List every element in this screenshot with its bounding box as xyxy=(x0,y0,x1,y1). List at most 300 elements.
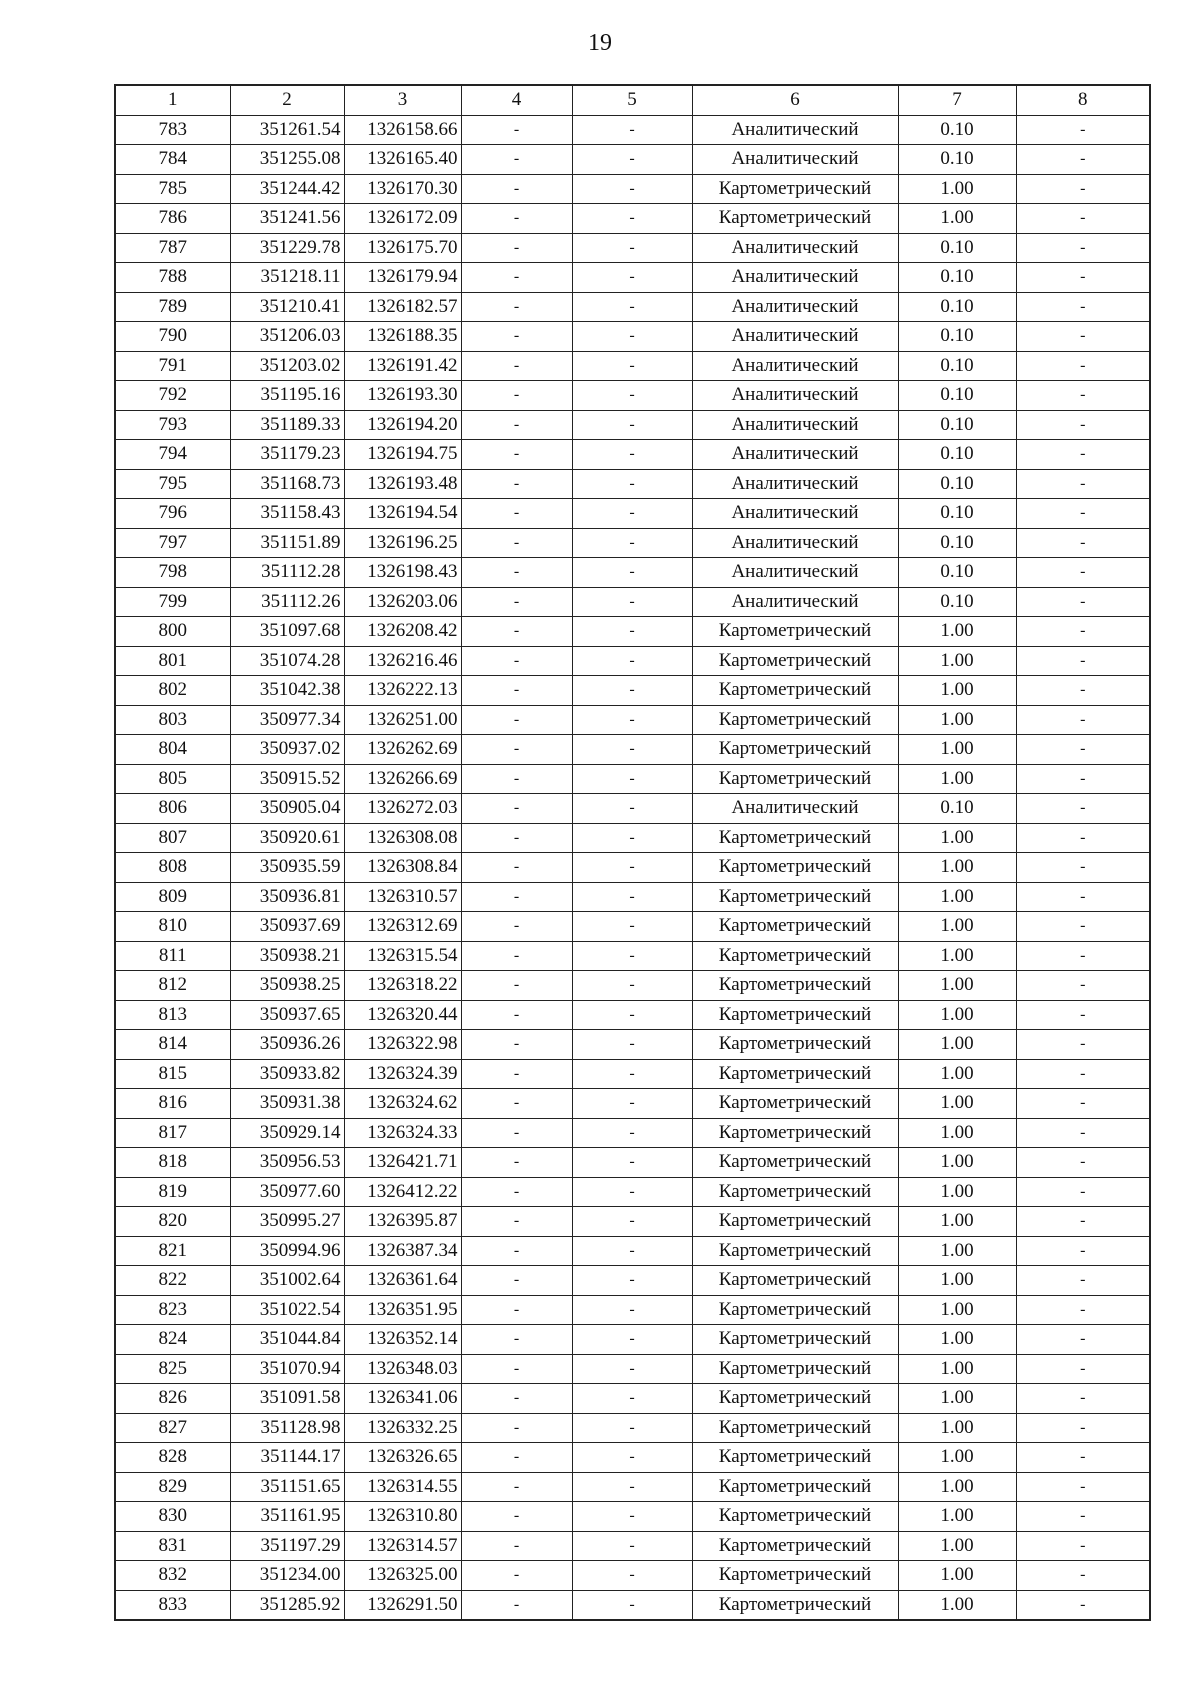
table-cell: - xyxy=(572,1295,692,1325)
table-cell: 1326308.84 xyxy=(344,853,461,883)
table-cell: 351285.92 xyxy=(230,1590,344,1620)
table-cell: Картометрический xyxy=(692,823,898,853)
table-cell: 1.00 xyxy=(898,1177,1016,1207)
table-cell: Картометрический xyxy=(692,1118,898,1148)
table-cell: 1326179.94 xyxy=(344,263,461,293)
table-cell: Аналитический xyxy=(692,292,898,322)
table-cell: Картометрический xyxy=(692,1472,898,1502)
table-cell: - xyxy=(572,1236,692,1266)
table-cell: - xyxy=(572,1000,692,1030)
table-cell: 1326222.13 xyxy=(344,676,461,706)
table-cell: - xyxy=(1016,204,1150,234)
table-cell: 1.00 xyxy=(898,823,1016,853)
table-cell: - xyxy=(572,941,692,971)
coordinates-table xyxy=(114,84,1151,1621)
table-cell: - xyxy=(1016,794,1150,824)
table-cell: - xyxy=(1016,823,1150,853)
table-cell: - xyxy=(461,794,572,824)
table-cell: 788 xyxy=(115,263,230,293)
table-row xyxy=(115,174,1150,204)
table-cell: - xyxy=(1016,1502,1150,1532)
table-row xyxy=(115,292,1150,322)
table-cell: Картометрический xyxy=(692,1384,898,1414)
table-cell: - xyxy=(461,410,572,440)
column-header: 5 xyxy=(572,85,692,115)
table-cell: - xyxy=(1016,1295,1150,1325)
table-cell: 350995.27 xyxy=(230,1207,344,1237)
table-row xyxy=(115,1207,1150,1237)
table-cell: - xyxy=(1016,705,1150,735)
table-cell: Аналитический xyxy=(692,469,898,499)
table-cell: - xyxy=(1016,1413,1150,1443)
table-cell: 351144.17 xyxy=(230,1443,344,1473)
table-row xyxy=(115,1236,1150,1266)
table-row xyxy=(115,735,1150,765)
table-cell: - xyxy=(1016,1236,1150,1266)
table-cell: - xyxy=(461,1502,572,1532)
table-cell: 351151.89 xyxy=(230,528,344,558)
table-cell: Картометрический xyxy=(692,1000,898,1030)
table-row xyxy=(115,1266,1150,1296)
table-cell: 807 xyxy=(115,823,230,853)
table-cell: 786 xyxy=(115,204,230,234)
table-cell: - xyxy=(461,1354,572,1384)
table-cell: 795 xyxy=(115,469,230,499)
table-cell: Картометрический xyxy=(692,735,898,765)
table-cell: Картометрический xyxy=(692,204,898,234)
table-cell: 351241.56 xyxy=(230,204,344,234)
table-cell: 805 xyxy=(115,764,230,794)
table-cell: 809 xyxy=(115,882,230,912)
table-cell: - xyxy=(572,1561,692,1591)
table-cell: - xyxy=(461,587,572,617)
table-cell: 1326198.43 xyxy=(344,558,461,588)
table-cell: 1.00 xyxy=(898,1295,1016,1325)
table-cell: 818 xyxy=(115,1148,230,1178)
table-cell: - xyxy=(461,1030,572,1060)
table-cell: 1326165.40 xyxy=(344,145,461,175)
table-cell: - xyxy=(572,499,692,529)
table-cell: 1.00 xyxy=(898,1000,1016,1030)
table-cell: 823 xyxy=(115,1295,230,1325)
table-cell: 351151.65 xyxy=(230,1472,344,1502)
table-cell: 1.00 xyxy=(898,705,1016,735)
table-cell: - xyxy=(461,1266,572,1296)
table-cell: Аналитический xyxy=(692,558,898,588)
table-cell: - xyxy=(572,1413,692,1443)
table-cell: - xyxy=(461,1472,572,1502)
table-cell: Картометрический xyxy=(692,617,898,647)
table-cell: 785 xyxy=(115,174,230,204)
table-cell: 832 xyxy=(115,1561,230,1591)
table-row xyxy=(115,1590,1150,1620)
table-cell: 1.00 xyxy=(898,853,1016,883)
table-cell: 791 xyxy=(115,351,230,381)
table-cell: 0.10 xyxy=(898,528,1016,558)
table-cell: - xyxy=(572,1089,692,1119)
table-row xyxy=(115,912,1150,942)
table-cell: - xyxy=(1016,882,1150,912)
table-row xyxy=(115,794,1150,824)
table-cell: Аналитический xyxy=(692,322,898,352)
table-cell: Картометрический xyxy=(692,1325,898,1355)
table-cell: 351244.42 xyxy=(230,174,344,204)
table-cell: 1326182.57 xyxy=(344,292,461,322)
table-row xyxy=(115,145,1150,175)
table-cell: - xyxy=(461,1384,572,1414)
table-cell: 1.00 xyxy=(898,1266,1016,1296)
table-cell: 820 xyxy=(115,1207,230,1237)
table-cell: 801 xyxy=(115,646,230,676)
table-cell: 1326324.62 xyxy=(344,1089,461,1119)
table-cell: 351022.54 xyxy=(230,1295,344,1325)
table-cell: 1326194.54 xyxy=(344,499,461,529)
table-row xyxy=(115,263,1150,293)
table-cell: Картометрический xyxy=(692,764,898,794)
table-cell: Картометрический xyxy=(692,853,898,883)
table-cell: - xyxy=(1016,1059,1150,1089)
table-cell: 829 xyxy=(115,1472,230,1502)
table-cell: 784 xyxy=(115,145,230,175)
table-cell: Картометрический xyxy=(692,705,898,735)
table-cell: - xyxy=(572,233,692,263)
table-row xyxy=(115,1502,1150,1532)
table-cell: 803 xyxy=(115,705,230,735)
table-cell: 1326191.42 xyxy=(344,351,461,381)
table-cell: - xyxy=(572,1531,692,1561)
table-cell: - xyxy=(572,617,692,647)
table-cell: 1.00 xyxy=(898,1561,1016,1591)
table-cell: - xyxy=(572,381,692,411)
table-cell: 0.10 xyxy=(898,322,1016,352)
table-cell: 350994.96 xyxy=(230,1236,344,1266)
table-cell: - xyxy=(1016,1561,1150,1591)
table-cell: 0.10 xyxy=(898,794,1016,824)
table-cell: 0.10 xyxy=(898,292,1016,322)
table-cell: - xyxy=(461,1177,572,1207)
table-row xyxy=(115,1059,1150,1089)
table-cell: 0.10 xyxy=(898,115,1016,145)
table-cell: - xyxy=(1016,735,1150,765)
table-cell: 794 xyxy=(115,440,230,470)
table-cell: Картометрический xyxy=(692,971,898,1001)
table-cell: 1326208.42 xyxy=(344,617,461,647)
table-cell: 1326412.22 xyxy=(344,1177,461,1207)
table-cell: - xyxy=(461,145,572,175)
table-cell: 1.00 xyxy=(898,1236,1016,1266)
table-cell: - xyxy=(461,941,572,971)
table-cell: - xyxy=(572,1177,692,1207)
table-cell: 1326348.03 xyxy=(344,1354,461,1384)
table-cell: 351002.64 xyxy=(230,1266,344,1296)
table-cell: - xyxy=(1016,676,1150,706)
table-row xyxy=(115,1354,1150,1384)
table-cell: - xyxy=(572,440,692,470)
table-cell: - xyxy=(1016,410,1150,440)
table-cell: 1.00 xyxy=(898,1089,1016,1119)
table-cell: 800 xyxy=(115,617,230,647)
table-cell: - xyxy=(461,617,572,647)
table-cell: - xyxy=(1016,1443,1150,1473)
table-cell: 350977.60 xyxy=(230,1177,344,1207)
column-header: 8 xyxy=(1016,85,1150,115)
table-cell: - xyxy=(461,115,572,145)
table-cell: - xyxy=(461,853,572,883)
table-cell: - xyxy=(461,1561,572,1591)
table-cell: - xyxy=(572,1354,692,1384)
table-cell: - xyxy=(572,1030,692,1060)
table-cell: 351097.68 xyxy=(230,617,344,647)
table-cell: - xyxy=(1016,971,1150,1001)
table-row xyxy=(115,1089,1150,1119)
table-cell: 1326325.00 xyxy=(344,1561,461,1591)
table-cell: 350936.26 xyxy=(230,1030,344,1060)
table-cell: - xyxy=(461,1148,572,1178)
table-cell: Картометрический xyxy=(692,1059,898,1089)
table-cell: 0.10 xyxy=(898,233,1016,263)
table-row xyxy=(115,322,1150,352)
column-header: 6 xyxy=(692,85,898,115)
table-cell: 802 xyxy=(115,676,230,706)
table-cell: 1326272.03 xyxy=(344,794,461,824)
table-cell: 1.00 xyxy=(898,646,1016,676)
column-header: 2 xyxy=(230,85,344,115)
table-cell: - xyxy=(1016,322,1150,352)
table-cell: - xyxy=(572,292,692,322)
table-cell: 1326291.50 xyxy=(344,1590,461,1620)
table-cell: 1326310.80 xyxy=(344,1502,461,1532)
table-cell: 351255.08 xyxy=(230,145,344,175)
table-row xyxy=(115,410,1150,440)
table-cell: 1326188.35 xyxy=(344,322,461,352)
table-cell: 822 xyxy=(115,1266,230,1296)
table-cell: - xyxy=(1016,1384,1150,1414)
table-cell: 351179.23 xyxy=(230,440,344,470)
table-body xyxy=(115,115,1150,1620)
table-cell: 351070.94 xyxy=(230,1354,344,1384)
table-cell: - xyxy=(572,1207,692,1237)
table-cell: - xyxy=(1016,1531,1150,1561)
table-cell: 1.00 xyxy=(898,1354,1016,1384)
table-cell: - xyxy=(461,705,572,735)
table-cell: - xyxy=(461,174,572,204)
table-cell: 0.10 xyxy=(898,381,1016,411)
table-row xyxy=(115,558,1150,588)
table-row xyxy=(115,233,1150,263)
table-cell: 350956.53 xyxy=(230,1148,344,1178)
table-cell: 816 xyxy=(115,1089,230,1119)
table-cell: - xyxy=(461,1207,572,1237)
table-cell: Картометрический xyxy=(692,1590,898,1620)
table-cell: 796 xyxy=(115,499,230,529)
table-cell: - xyxy=(1016,1266,1150,1296)
table-cell: 350935.59 xyxy=(230,853,344,883)
table-cell: 783 xyxy=(115,115,230,145)
table-cell: 1326310.57 xyxy=(344,882,461,912)
table-cell: 1.00 xyxy=(898,1531,1016,1561)
table-cell: Картометрический xyxy=(692,882,898,912)
table-cell: 351128.98 xyxy=(230,1413,344,1443)
table-cell: 0.10 xyxy=(898,263,1016,293)
table-row xyxy=(115,853,1150,883)
table-cell: - xyxy=(572,263,692,293)
table-cell: 1.00 xyxy=(898,676,1016,706)
table-cell: - xyxy=(461,1590,572,1620)
table-cell: - xyxy=(1016,528,1150,558)
table-cell: - xyxy=(1016,381,1150,411)
table-cell: - xyxy=(572,469,692,499)
table-cell: - xyxy=(572,1325,692,1355)
table-cell: - xyxy=(1016,292,1150,322)
table-cell: 1326312.69 xyxy=(344,912,461,942)
table-cell: - xyxy=(461,233,572,263)
table-cell: 1.00 xyxy=(898,1413,1016,1443)
table-cell: 1326351.95 xyxy=(344,1295,461,1325)
table-cell: - xyxy=(1016,351,1150,381)
table-row xyxy=(115,1443,1150,1473)
table-cell: 806 xyxy=(115,794,230,824)
table-cell: - xyxy=(572,912,692,942)
table-cell: Аналитический xyxy=(692,381,898,411)
table-cell: 1.00 xyxy=(898,204,1016,234)
table-cell: - xyxy=(1016,853,1150,883)
table-cell: - xyxy=(572,1443,692,1473)
table-cell: - xyxy=(1016,174,1150,204)
table-cell: - xyxy=(572,1148,692,1178)
table-cell: 1326194.20 xyxy=(344,410,461,440)
table-cell: Картометрический xyxy=(692,1207,898,1237)
table-cell: 1.00 xyxy=(898,617,1016,647)
table-cell: 1.00 xyxy=(898,1443,1016,1473)
table-cell: Аналитический xyxy=(692,528,898,558)
table-cell: 0.10 xyxy=(898,351,1016,381)
table-cell: 1326262.69 xyxy=(344,735,461,765)
table-cell: 789 xyxy=(115,292,230,322)
table-cell: 1.00 xyxy=(898,1472,1016,1502)
table-cell: 821 xyxy=(115,1236,230,1266)
table-cell: 351229.78 xyxy=(230,233,344,263)
table-cell: 825 xyxy=(115,1354,230,1384)
table-cell: 1.00 xyxy=(898,1207,1016,1237)
table-cell: - xyxy=(1016,558,1150,588)
table-cell: 797 xyxy=(115,528,230,558)
table-cell: - xyxy=(572,322,692,352)
table-cell: - xyxy=(1016,941,1150,971)
table-row xyxy=(115,676,1150,706)
table-cell: - xyxy=(461,1413,572,1443)
table-cell: 1326251.00 xyxy=(344,705,461,735)
table-cell: - xyxy=(572,853,692,883)
table-cell: 1326332.25 xyxy=(344,1413,461,1443)
table-row xyxy=(115,1295,1150,1325)
table-cell: 350938.21 xyxy=(230,941,344,971)
table-cell: Картометрический xyxy=(692,646,898,676)
table-cell: - xyxy=(1016,1089,1150,1119)
table-cell: 351168.73 xyxy=(230,469,344,499)
table-cell: 1326193.48 xyxy=(344,469,461,499)
table-cell: Аналитический xyxy=(692,440,898,470)
table-cell: Картометрический xyxy=(692,941,898,971)
table-cell: 1326421.71 xyxy=(344,1148,461,1178)
table-row xyxy=(115,1030,1150,1060)
table-cell: 824 xyxy=(115,1325,230,1355)
table-cell: - xyxy=(572,204,692,234)
table-cell: 351234.00 xyxy=(230,1561,344,1591)
table-cell: 0.10 xyxy=(898,469,1016,499)
table-cell: 787 xyxy=(115,233,230,263)
table-cell: Аналитический xyxy=(692,145,898,175)
table-cell: 828 xyxy=(115,1443,230,1473)
table-row xyxy=(115,1531,1150,1561)
table-cell: - xyxy=(461,882,572,912)
table-cell: - xyxy=(572,558,692,588)
table-cell: 351158.43 xyxy=(230,499,344,529)
table-cell: 1326322.98 xyxy=(344,1030,461,1060)
table-row xyxy=(115,528,1150,558)
table-row xyxy=(115,941,1150,971)
table-cell: - xyxy=(461,263,572,293)
table-cell: 350937.02 xyxy=(230,735,344,765)
table-cell: 1326194.75 xyxy=(344,440,461,470)
table-cell: 0.10 xyxy=(898,499,1016,529)
table-cell: 1.00 xyxy=(898,941,1016,971)
table-cell: - xyxy=(461,971,572,1001)
table-cell: - xyxy=(461,1531,572,1561)
table-cell: Аналитический xyxy=(692,499,898,529)
table-row xyxy=(115,499,1150,529)
table-cell: 351074.28 xyxy=(230,646,344,676)
table-cell: 1326170.30 xyxy=(344,174,461,204)
table-cell: 831 xyxy=(115,1531,230,1561)
table-row xyxy=(115,646,1150,676)
table-cell: - xyxy=(572,823,692,853)
table-cell: - xyxy=(572,1502,692,1532)
table-cell: 351195.16 xyxy=(230,381,344,411)
table-cell: 1.00 xyxy=(898,882,1016,912)
table-cell: - xyxy=(1016,115,1150,145)
table-cell: Аналитический xyxy=(692,351,898,381)
column-header: 1 xyxy=(115,85,230,115)
table-row xyxy=(115,823,1150,853)
table-cell: 1.00 xyxy=(898,735,1016,765)
table-cell: - xyxy=(461,1089,572,1119)
table-cell: 351203.02 xyxy=(230,351,344,381)
table-cell: - xyxy=(572,1590,692,1620)
table-cell: Картометрический xyxy=(692,1295,898,1325)
table-cell: 810 xyxy=(115,912,230,942)
table-cell: 1326387.34 xyxy=(344,1236,461,1266)
table-cell: 351112.28 xyxy=(230,558,344,588)
table-cell: 1326341.06 xyxy=(344,1384,461,1414)
table-cell: 830 xyxy=(115,1502,230,1532)
table-cell: - xyxy=(572,705,692,735)
table-cell: 1326158.66 xyxy=(344,115,461,145)
table-cell: 1326324.33 xyxy=(344,1118,461,1148)
table-cell: - xyxy=(1016,1000,1150,1030)
table-cell: 1326324.39 xyxy=(344,1059,461,1089)
table-cell: - xyxy=(572,145,692,175)
table-cell: - xyxy=(1016,1030,1150,1060)
table-cell: - xyxy=(1016,469,1150,499)
table-cell: 1326203.06 xyxy=(344,587,461,617)
table-cell: 0.10 xyxy=(898,558,1016,588)
table-cell: - xyxy=(461,823,572,853)
table-cell: 351218.11 xyxy=(230,263,344,293)
table-cell: - xyxy=(1016,587,1150,617)
table-cell: 808 xyxy=(115,853,230,883)
table-cell: Картометрический xyxy=(692,1413,898,1443)
table-cell: 815 xyxy=(115,1059,230,1089)
